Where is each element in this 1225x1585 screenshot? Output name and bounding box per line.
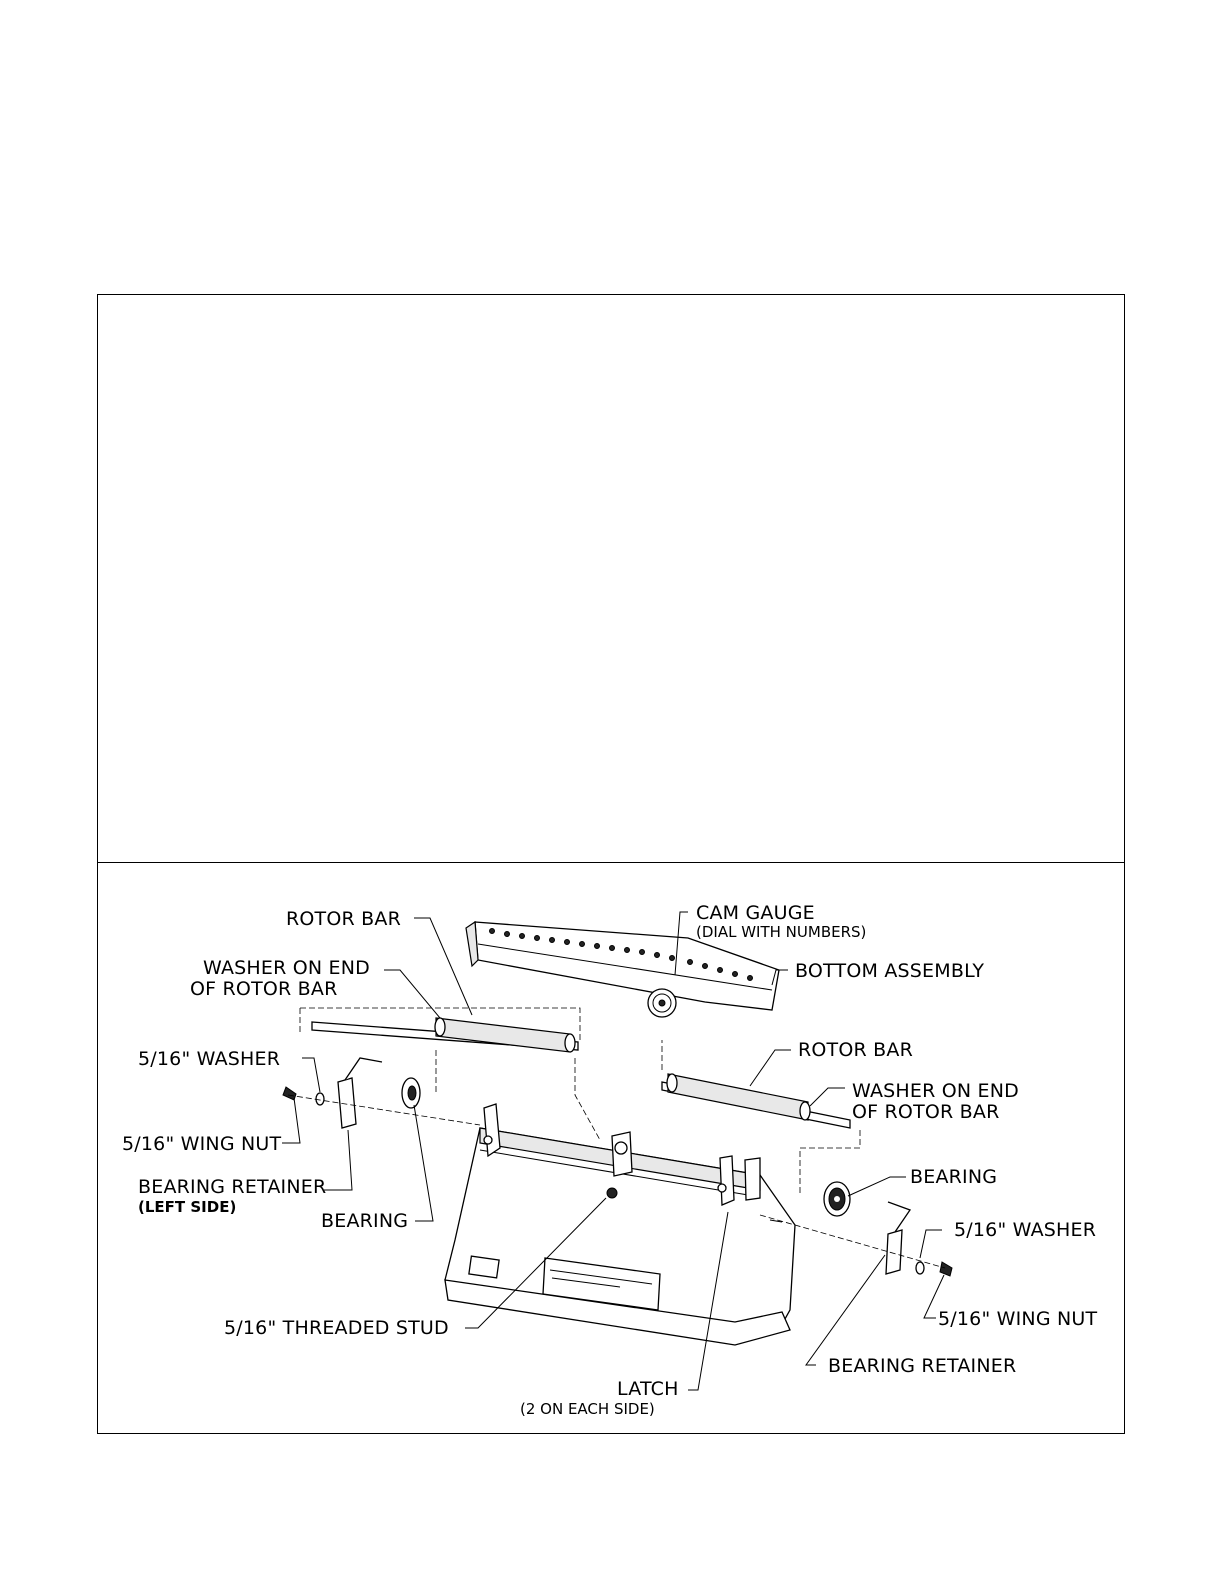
bearing-retainer-right-part: [886, 1202, 910, 1274]
label-rotor-bar-right: ROTOR BAR: [798, 1039, 913, 1061]
label-washer-end-left-1: WASHER ON END: [203, 957, 370, 979]
bearing-right-part: [824, 1182, 850, 1216]
bearing-retainer-left-part: [338, 1058, 382, 1128]
wing-nut-right-part: [940, 1262, 952, 1276]
washer-right-part: [916, 1262, 924, 1274]
label-cam-gauge: CAM GAUGE: [696, 902, 815, 924]
label-latch: LATCH: [617, 1378, 679, 1400]
label-bottom-assembly: BOTTOM ASSEMBLY: [795, 960, 985, 982]
label-threaded-stud: 5/16" THREADED STUD: [224, 1317, 449, 1339]
label-bearing-retainer-right: BEARING RETAINER: [828, 1355, 1017, 1377]
rotor-bar-right-part: [662, 1074, 850, 1128]
label-bearing-right: BEARING: [910, 1166, 998, 1188]
label-bearing-left: BEARING: [321, 1210, 409, 1232]
label-cam-gauge-note: (DIAL WITH NUMBERS): [696, 923, 867, 941]
rotor-bar-left-part: [312, 1018, 578, 1052]
cam-gauge-dial: [648, 989, 676, 1017]
label-washer-right: 5/16" WASHER: [954, 1219, 1097, 1241]
label-washer-end-right-2: OF ROTOR BAR: [852, 1101, 1000, 1123]
label-washer-end-left-2: OF ROTOR BAR: [190, 978, 338, 1000]
label-left-side-note: (LEFT SIDE): [138, 1198, 237, 1216]
housing-small-plate: [469, 1256, 499, 1278]
latch-right-part: [720, 1156, 734, 1205]
label-latch-note: (2 ON EACH SIDE): [520, 1400, 655, 1418]
threaded-stud-part: [607, 1188, 617, 1198]
label-wing-nut-left: 5/16" WING NUT: [122, 1133, 282, 1155]
label-bearing-retainer-left: BEARING RETAINER: [138, 1176, 327, 1198]
label-rotor-bar-left: ROTOR BAR: [286, 908, 401, 930]
bearing-left-part: [402, 1078, 420, 1108]
label-washer-left: 5/16" WASHER: [138, 1048, 281, 1070]
label-wing-nut-right: 5/16" WING NUT: [938, 1308, 1098, 1330]
label-washer-end-right-1: WASHER ON END: [852, 1080, 1019, 1102]
washer-left-part: [316, 1093, 324, 1105]
